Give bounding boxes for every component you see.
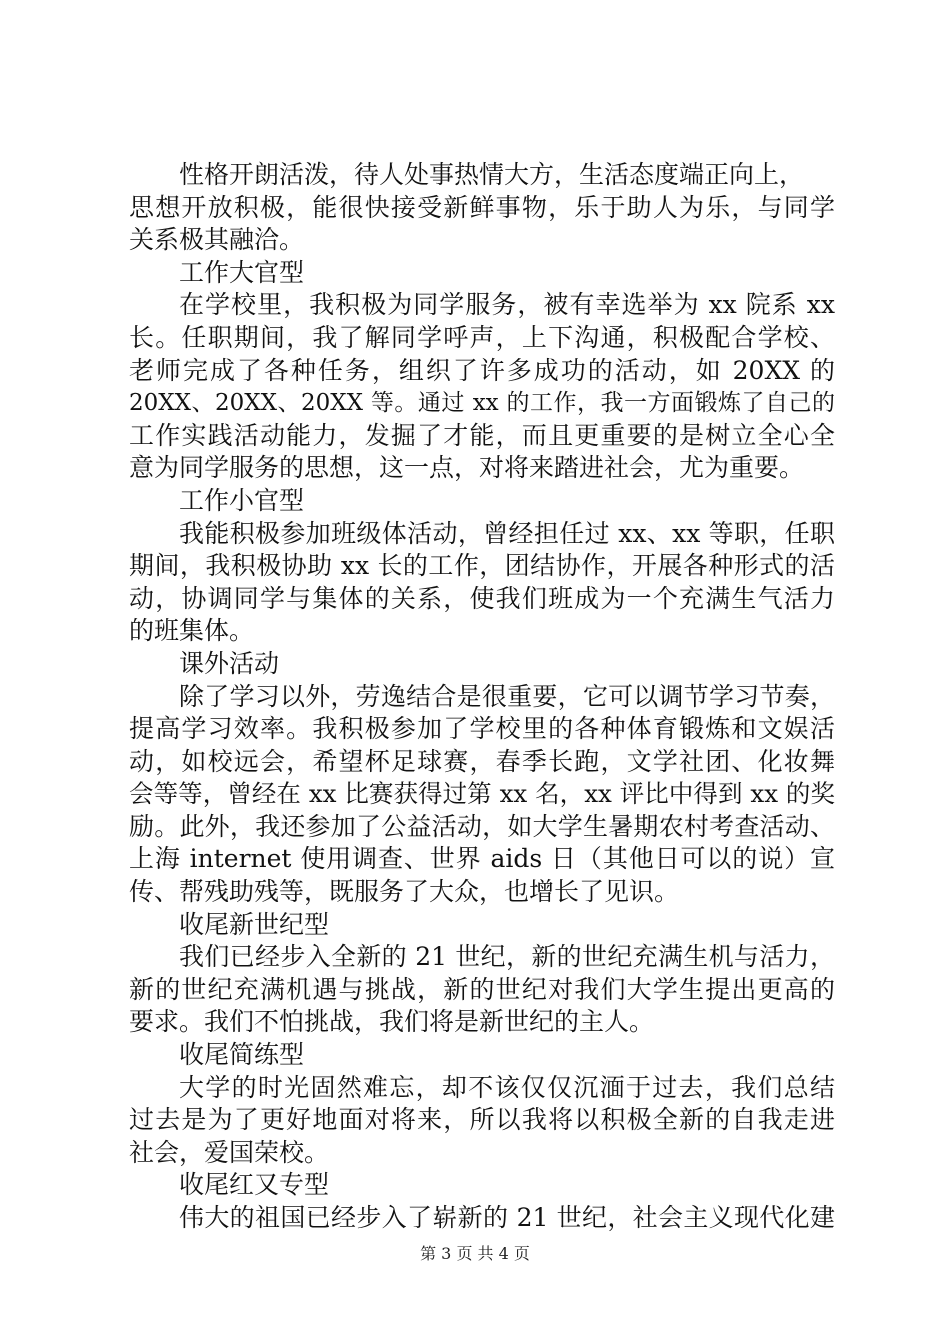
text-line: 伟大的祖国已经步入了崭新的 21 世纪，社会主义现代化建 (179, 1203, 835, 1232)
text-line: 期间，我积极协助 xx 长的工作，团结协作，开展各种形式的活 (129, 551, 835, 581)
text-line: 传、帮残助残等，既服务了大众，也增长了见识。 (129, 877, 680, 907)
text-line: 要求。我们不怕挑战，我们将是新世纪的主人。 (129, 1007, 655, 1037)
text-line: 课外活动 (179, 648, 280, 678)
text-line: 工作大官型 (179, 257, 305, 287)
text-line: 的班集体。 (129, 616, 255, 646)
text-line: 提高学习效率。我积极参加了学校里的各种体育锻炼和文娱活 (129, 714, 835, 744)
text-line: 新的世纪充满机遇与挑战，新的世纪对我们大学生提出更高的 (129, 974, 835, 1004)
text-line: 长。任职期间，我了解同学呼声，上下沟通，积极配合学校、 (129, 322, 835, 352)
text-line: 收尾新世纪型 (179, 909, 330, 939)
text-line: 动，协调同学与集体的关系，使我们班成为一个充满生气活力 (129, 583, 835, 613)
text-line: 过去是为了更好地面对将来，所以我将以积极全新的自我走进 (129, 1105, 835, 1135)
text-line: 动，如校远会，希望杯足球赛，春季长跑，文学社团、化妆舞 (129, 746, 835, 776)
text-line: 上海 internet 使用调查、世界 aids 日（其他日可以的说）宣 (129, 844, 835, 874)
text-line: 思想开放积极，能很快接受新鲜事物，乐于助人为乐，与同学 (129, 192, 835, 222)
text-line: 除了学习以外，劳逸结合是很重要，它可以调节学习节奏， (179, 681, 835, 711)
text-line: 收尾简练型 (179, 1040, 305, 1070)
text-line: 关系极其融洽。 (129, 225, 305, 255)
text-line: 20XX、20XX、20XX 等。通过 xx 的工作，我一方面锻炼了自己的 (129, 390, 835, 417)
text-line: 社会，爱国荣校。 (129, 1137, 330, 1167)
text-line: 会等等，曾经在 xx 比赛获得过第 xx 名，xx 评比中得到 xx 的奖 (129, 779, 835, 809)
text-line: 我们已经步入全新的 21 世纪，新的世纪充满生机与活力， (179, 942, 835, 972)
text-line: 励。此外，我还参加了公益活动，如大学生暑期农村考查活动、 (129, 811, 835, 841)
text-line: 性格开朗活泼，待人处事热情大方，生活态度端正向上， (179, 160, 805, 189)
text-line: 意为同学服务的思想，这一点，对将来踏进社会，尤为重要。 (129, 453, 805, 483)
page-footer: 第 3 页 共 4 页 (420, 1244, 530, 1263)
text-line: 收尾红又专型 (179, 1170, 330, 1200)
text-line: 工作实践活动能力，发掘了才能，而且更重要的是树立全心全 (129, 420, 835, 450)
text-line: 大学的时光固然难忘，却不该仅仅沉湎于过去，我们总结 (179, 1072, 835, 1102)
text-line: 老师完成了各种任务，组织了许多成功的活动，如 20XX 的 (129, 355, 835, 385)
text-line: 我能积极参加班级体活动，曾经担任过 xx、xx 等职，任职 (179, 518, 835, 548)
text-line: 工作小官型 (179, 485, 305, 515)
text-line: 在学校里，我积极为同学服务，被有幸选举为 xx 院系 xx (179, 290, 835, 320)
document-body (129, 159, 835, 1235)
